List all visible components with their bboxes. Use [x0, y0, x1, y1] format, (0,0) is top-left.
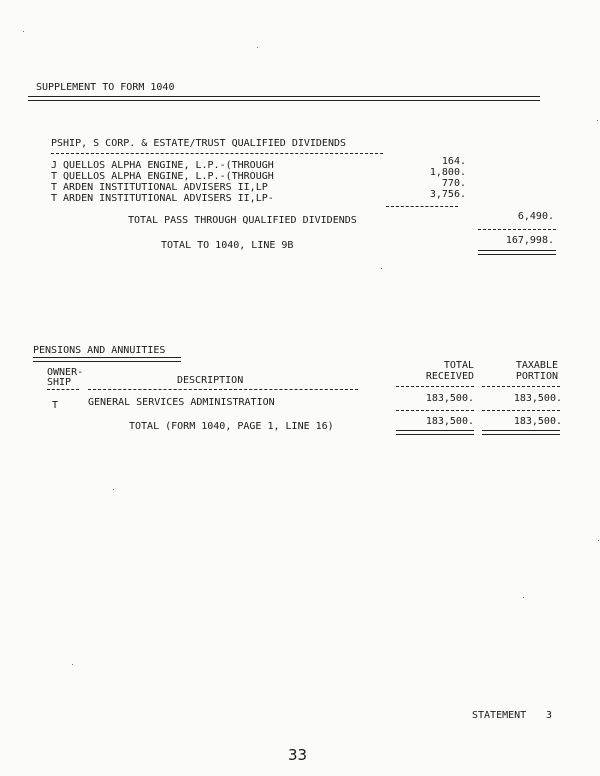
scan-speck [72, 664, 73, 665]
col-taxable-line-1: TAXABLE [515, 360, 558, 371]
col-total-line-2: RECEIVED [425, 371, 474, 382]
scan-speck [523, 597, 524, 598]
form-supplement-title: SUPPLEMENT TO FORM 1040 [36, 82, 175, 93]
dividends-heading: PSHIP, S CORP. & ESTATE/TRUST QUALIFIED DIVIDENDS [51, 138, 347, 149]
dividend-row-1-text: J QUELLOS ALPHA ENGINE, L.P.-(THROUGH [51, 160, 274, 171]
dividends-subtotal-rule [386, 206, 458, 207]
scan-speck [23, 31, 24, 32]
col-ownership-line-2: SHIP [47, 377, 72, 388]
dividend-row-4-amount: 3,756. [429, 189, 466, 200]
dividend-row-3-amount: 770. [441, 178, 466, 189]
total-pass-through-rule [478, 229, 556, 230]
dividends-heading-rule [51, 153, 383, 154]
received-subtotal-rule [396, 410, 474, 411]
pension-total-label: TOTAL (FORM 1040, PAGE 1, LINE 16) [129, 421, 334, 432]
scan-speck [598, 540, 599, 541]
pension-total-received: 183,500. [425, 416, 474, 427]
scan-speck [597, 120, 598, 121]
col-taxable-line-2: PORTION [515, 371, 558, 382]
pension-row-description: GENERAL SERVICES ADMINISTRATION [88, 397, 275, 408]
total-to-1040-double-rule [478, 250, 556, 255]
pension-row-owner: T [52, 400, 59, 411]
dividend-row-4-text: T ARDEN INSTITUTIONAL ADVISERS II,LP- [51, 193, 274, 204]
col-description: DESCRIPTION [177, 375, 244, 386]
description-header-rule [88, 389, 358, 390]
pension-total-taxable: 183,500. [513, 416, 562, 427]
statement-number: 3 [546, 710, 553, 721]
taxable-total-double-rule [482, 430, 560, 435]
taxable-header-rule [482, 386, 560, 387]
total-to-1040-value: 167,998. [505, 235, 554, 246]
total-to-1040-label: TOTAL TO 1040, LINE 9B [161, 240, 294, 251]
ownership-header-rule [47, 389, 79, 390]
header-double-rule [28, 96, 540, 101]
col-total-line-1: TOTAL [443, 360, 474, 371]
received-total-double-rule [396, 430, 474, 435]
dividend-row-2-text: T QUELLOS ALPHA ENGINE, L.P.-(THROUGH [51, 171, 274, 182]
statement-label: STATEMENT [472, 710, 527, 721]
taxable-subtotal-rule [482, 410, 560, 411]
received-header-rule [396, 386, 474, 387]
pension-row-taxable: 183,500. [513, 393, 562, 404]
scan-speck [381, 268, 382, 269]
dividend-row-1-amount: 164. [441, 156, 466, 167]
col-ownership-line-1: OWNER- [47, 367, 84, 378]
scan-speck [113, 489, 114, 490]
pension-row-received: 183,500. [425, 393, 474, 404]
total-pass-through-label: TOTAL PASS THROUGH QUALIFIED DIVIDENDS [128, 215, 357, 226]
pensions-heading: PENSIONS AND ANNUITIES [33, 345, 166, 356]
scan-speck [257, 47, 258, 48]
page-number: 33 [288, 746, 308, 764]
dividend-row-2-amount: 1,800. [429, 167, 466, 178]
dividend-row-3-text: T ARDEN INSTITUTIONAL ADVISERS II,LP [51, 182, 268, 193]
pensions-heading-double-rule [33, 357, 181, 362]
total-pass-through-value: 6,490. [517, 211, 554, 222]
